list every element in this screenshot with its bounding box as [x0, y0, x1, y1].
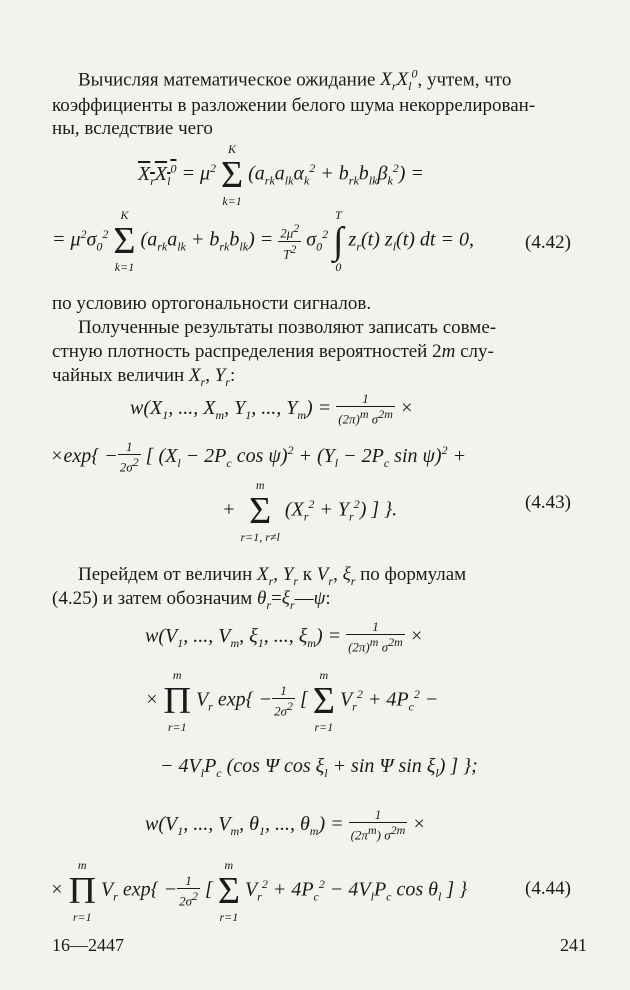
text-line: Перейдем от величин $X_r$, $Y_r$ к $V_r$, $\xi_r$ по формулам — [78, 564, 467, 588]
equation-4-43-line1: $w(X_1$, ..., $X_m$, $Y_1$, ..., $Y_m$) = $\frac{1}{(2\pi)^m \sigma^{2m}}$ × — [130, 391, 414, 427]
equation-w-xi-line3: − $4V_lP_c$ (cos Ψ $\cos \xi_l + \sin \Psi$ $\sin \xi_l$) ] }; — [160, 755, 478, 780]
printer-signature: 16—2447 — [52, 935, 124, 955]
equation-4-44-line2: × m Π r=1 $V_r$ exp{ − $\frac{1}{2\sigma^2}$ [ m Σ r=1 $V_r^2 + 4P_c^2 - 4V_lP_c$ $\cos \theta_l$ ] } — [50, 858, 468, 924]
text-line: по условию ортогональности сигналов. — [52, 293, 372, 314]
equation-4-43-line2: ×exp{ − $\frac{1}{2\sigma^2}$ [ ($X_l - 2P_c$ $\cos \psi)^2 + (Y_l - 2P_c$ sin ψ)$^2$ + — [50, 439, 467, 475]
page-number: 241 — [560, 935, 587, 955]
text-line: Полученные результаты позволяют записать совме- — [78, 317, 497, 338]
text-line: коэффициенты в разложении белого шума некоррелирован- — [52, 95, 536, 116]
equation-w-xi-line2: × m Π r=1 $V_r$ exp{ − $\frac{1}{2\sigma^2}$ [ m Σ r=1 $V_r^2 + 4P_c^2$ − — [145, 668, 439, 734]
equation-number: (4.44) — [525, 878, 571, 899]
equation-4-42-line2: = $\mu^2\sigma_0^2$ K Σ k=1 $(a_{rk}a_{lk} + b_{rk}b_{lk})$ = $\frac{2\mu^2}{T^2}$ $\sigma_0^2$ T ∫ 0 $z_r(t)$ $z_l(t)$ dt = 0, — [52, 208, 474, 274]
equation-4-42-line1: $X_rX_l^0 = \mu^2$ K Σ k=1 $(a_{rk}a_{lk}\alpha_k^2 + b_{rk}b_{lk}\beta_k^2)$ = — [138, 142, 424, 208]
equation-number: (4.42) — [525, 232, 571, 253]
text-line: Вычисляя математическое ожидание $X_rX_l^0$, учтем, что — [78, 67, 512, 94]
text-line: чайных величин $X_r$, $Y_r$: — [52, 365, 236, 389]
text-line: ны, вследствие чего — [52, 118, 213, 139]
text-line: (4.25) и затем обозначим $\theta_r=\xi_r—\psi$: — [52, 588, 331, 612]
equation-4-43-line3: + m Σ r=1, r≠l $(X_r^2 + Y_r^2)$ ] }. — [222, 478, 398, 544]
equation-4-44-line1: $w(V_1$, ..., $V_m$, $\theta_1$, ..., $\theta_m$) = $\frac{1}{(2\pi^m) \sigma^{2m}}$ × — [145, 807, 426, 843]
equation-number: (4.43) — [525, 492, 571, 513]
equation-w-xi-line1: $w(V_1$, ..., $V_m$, $\xi_1$, ..., $\xi_m$) = $\frac{1}{(2\pi)^m \sigma^{2m}}$ × — [145, 619, 424, 655]
text-line: стную плотность распределения вероятностей 2m слу- — [52, 341, 494, 362]
